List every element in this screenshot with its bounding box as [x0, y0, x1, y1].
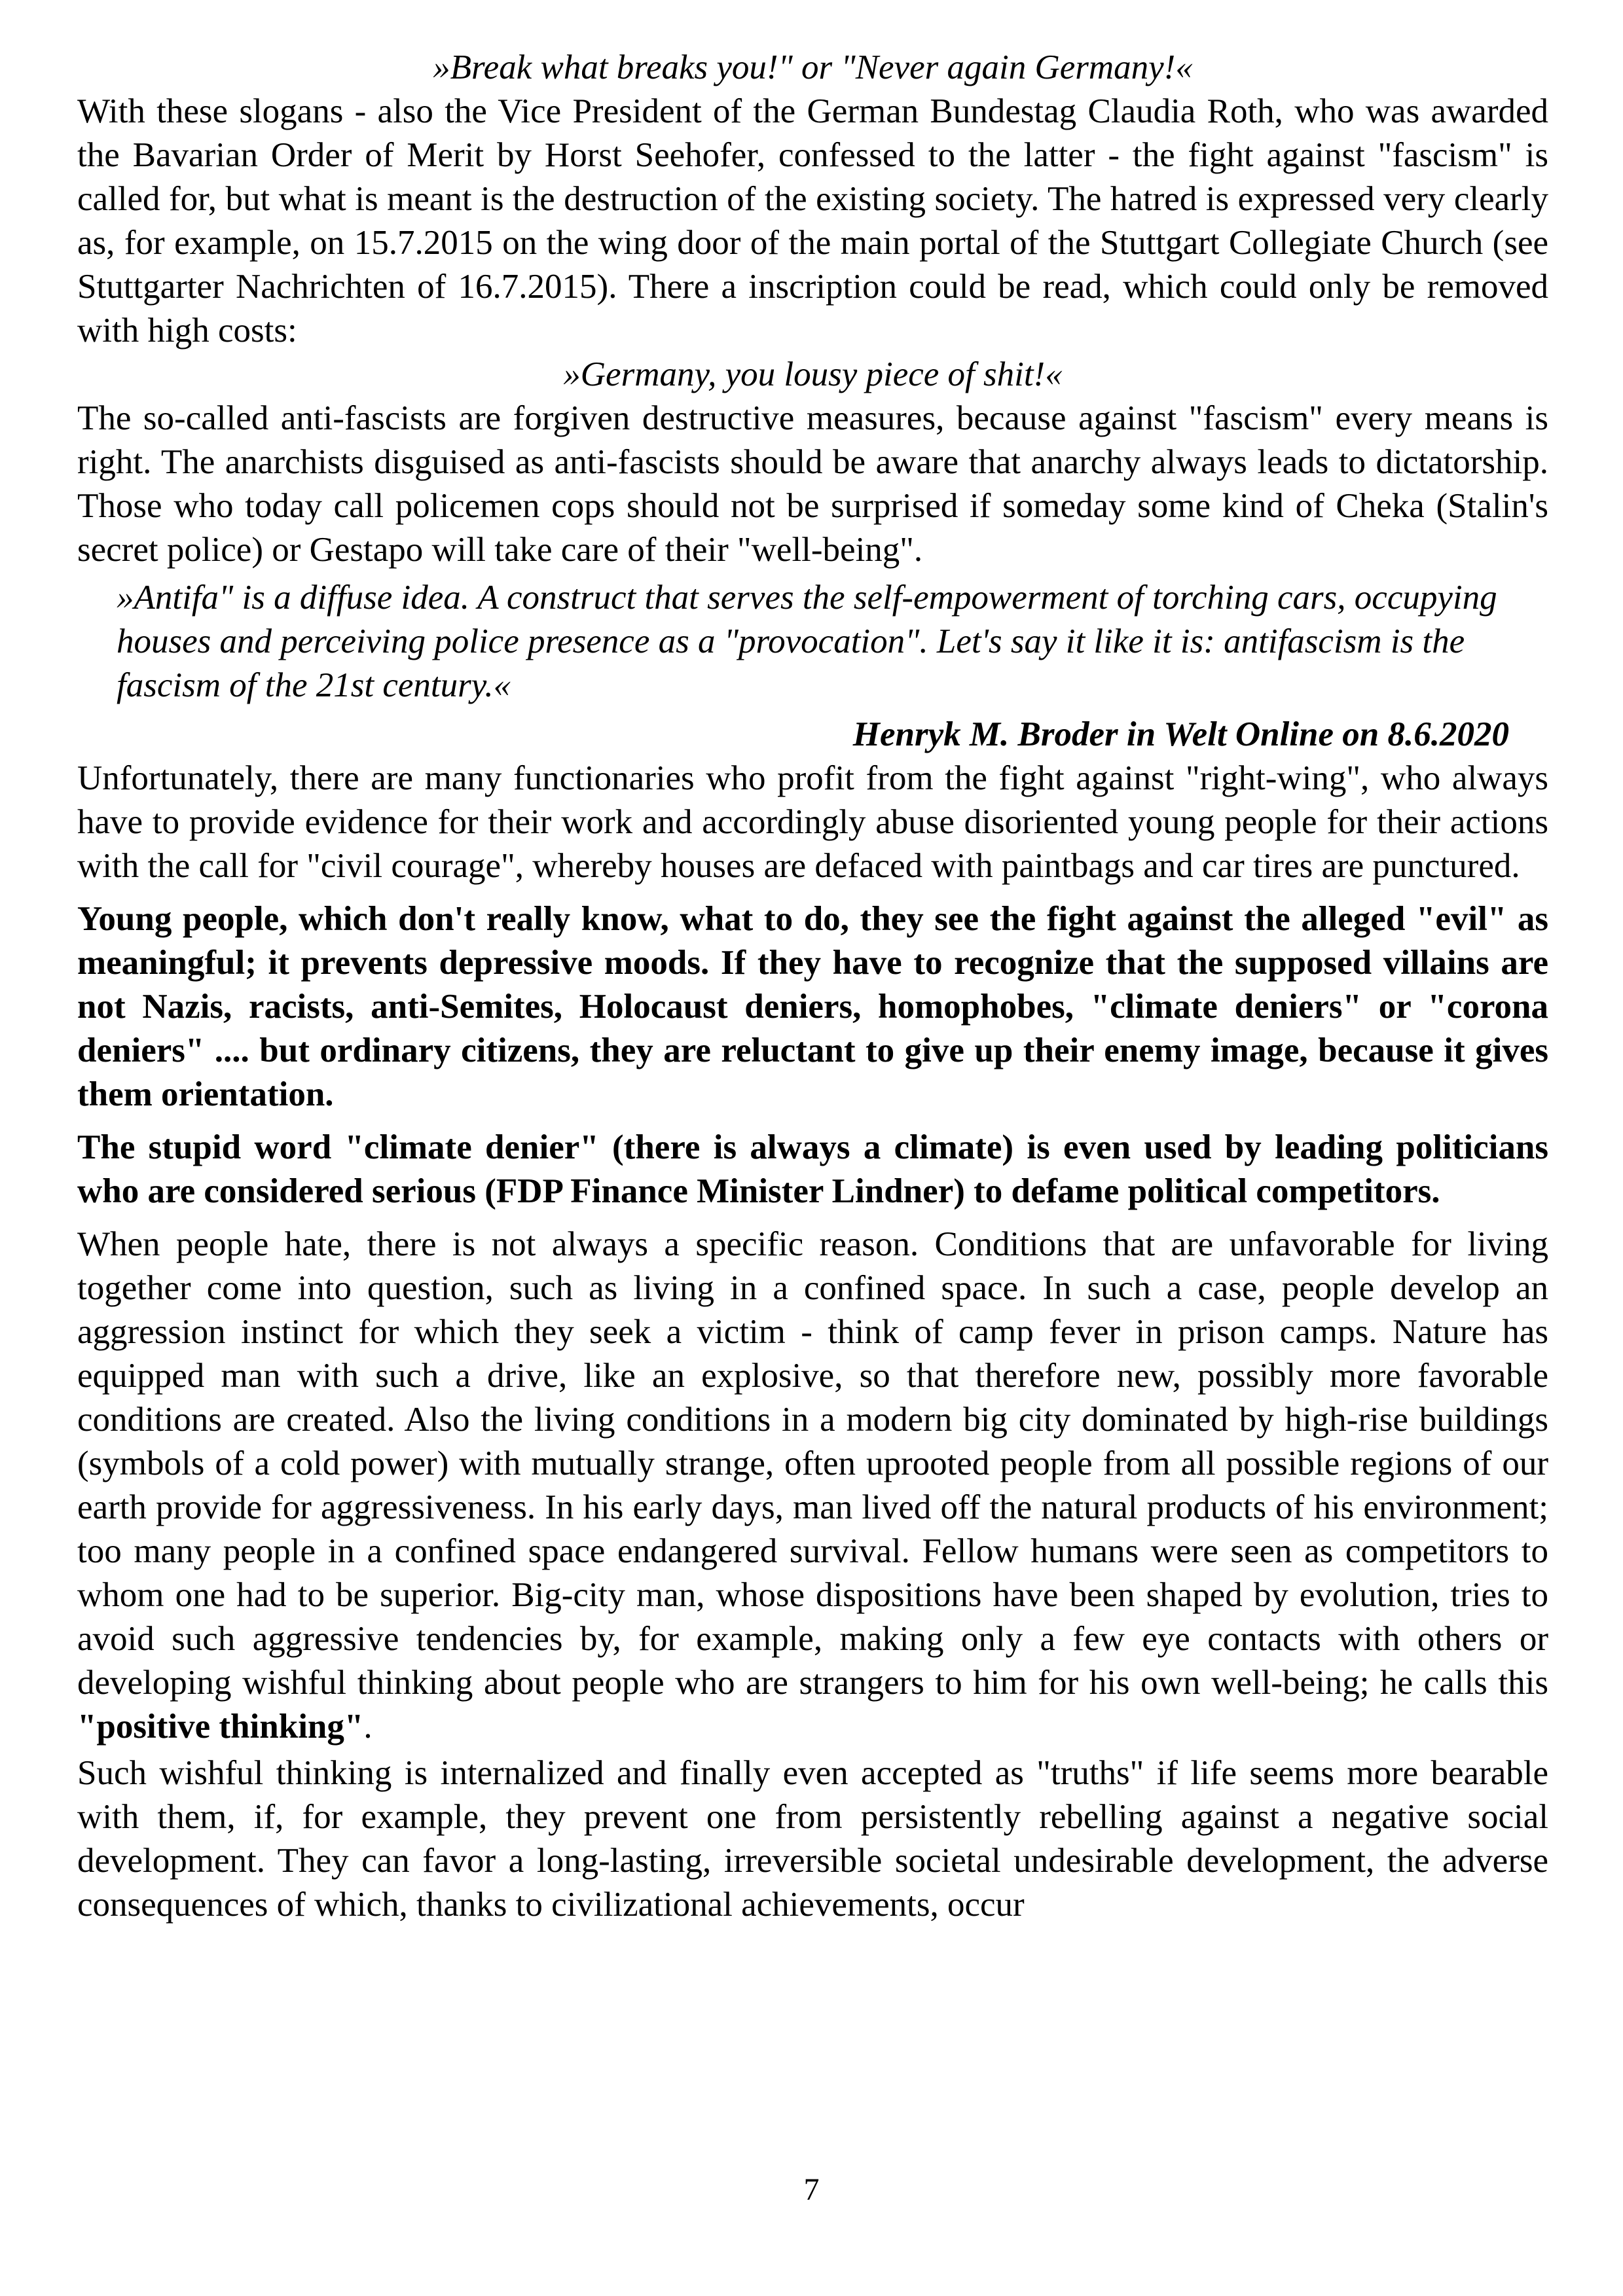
bold-paragraph-young-people: Young people, which don't really know, what to do, they see the fight against the alleged "evil" as meaningful; it prevents depressive moods. If they have to recognize that the supposed villains are not Nazis, racists, anti-Semites, Holocaust deniers, homophobes, "climate deniers" or "corona deniers" .... but ordinary citizens, they are reluctant to give up their enemy image, because it gives them orientation.	[77, 900, 1548, 1113]
paragraph-antifascists: The so-called anti-fascists are forgiven destructive measures, because against "fascism" every means is right. The anarchists disguised as anti-fascists should be aware that anarchy always leads to dictatorship. Those who today call policemen cops should not be surprised if someday some kind of Cheka (Stalin's secret police) or Gestapo will take care of their "well-being".	[77, 399, 1548, 569]
bold-paragraph-climate-denier: The stupid word "climate denier" (there is always a climate) is even used by leading politicians who are considered serious (FDP Finance Minister Lindner) to defame political competitors.	[77, 1128, 1548, 1210]
positive-thinking-emphasis: "positive thinking"	[77, 1708, 364, 1746]
broder-quote: »Antifa" is a diffuse idea. A construct that serves the self-empowerment of torching cars, occupying houses and perceiving police presence as a "provocation". Let's say it like it is: antifascism is the fascism of the 21st century.«	[117, 579, 1497, 704]
inscription-quote: »Germany, you lousy piece of shit!«	[563, 355, 1063, 393]
paragraph-slogans: With these slogans - also the Vice President of the German Bundestag Claudia Roth, who was awarded the Bavarian Order of Merit by Horst Seehofer, confessed to the latter - the fight against "fascism" is called for, but what is meant is the destruction of the existing society. The hatred is expressed very clearly as, for example, on 15.7.2015 on the wing door of the main portal of the Stuttgart Collegiate Church (see Stuttgarter Nachrichten of 16.7.2015). There a inscription could be read, which could only be removed with high costs:	[77, 92, 1548, 350]
page-body	[77, 46, 1548, 1927]
paragraph-functionaries: Unfortunately, there are many functionaries who profit from the fight against "right-wing", who always have to provide evidence for their work and accordingly abuse disoriented young people for their actions with the call for "civil courage", whereby houses are defaced with paintbags and car tires are punctured.	[77, 759, 1548, 885]
paragraph-hate-text: When people hate, there is not always a specific reason. Conditions that are unfavorable for living together come into question, such as living in a confined space. In such a case, people develop an aggression instinct for which they seek a victim - think of camp fever in prison camps. Nature has equipped man with such a drive, like an explosive, so that therefore new, possibly more favorable conditions are created. Also the living conditions in a modern big city dominated by high-rise buildings (symbols of a cold power) with mutually strange, often uprooted people from all possible regions of our earth provide for aggressiveness. In his early days, man lived off the natural products of his environment; too many people in a confined space endangered survival. Fellow humans were seen as competitors to whom one had to be superior. Big-city man, whose dispositions have been shaped by evolution, tries to avoid such aggressive tendencies by, for example, making only a few eye contacts with others or developing wishful thinking about people who are strangers to him for his own well-being; he calls this	[77, 1225, 1548, 1702]
quote-attribution: Henryk M. Broder in Welt Online on 8.6.2020	[852, 715, 1509, 753]
paragraph-hate	[77, 1223, 1548, 1749]
slogan-heading: »Break what breaks you!" or "Never again Germany!«	[433, 48, 1193, 86]
paragraph-hate-end: .	[363, 1708, 373, 1746]
page-number: 7	[803, 2172, 820, 2207]
paragraph-wishful-thinking: Such wishful thinking is internalized and finally even accepted as "truths" if life seems more bearable with them, if, for example, they prevent one from persistently rebelling against a negative social development. They can favor a long-lasting, irreversible societal undesirable development, the adverse consequences of which, thanks to civilizational achievements, occur	[77, 1754, 1548, 1924]
